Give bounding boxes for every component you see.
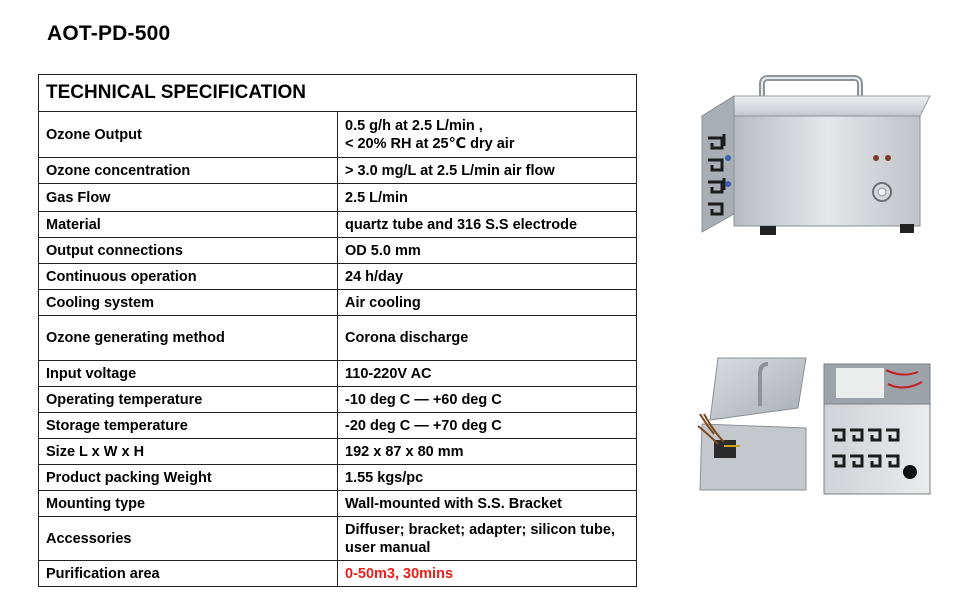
ozone-generator-lid-open-photo (694, 354, 808, 494)
row-value: Corona discharge (338, 316, 637, 361)
row-label: Material (39, 212, 338, 238)
row-label: Continuous operation (39, 264, 338, 290)
row-value: 110-220V AC (338, 361, 637, 387)
table-row (39, 290, 637, 316)
ozone-generator-side-photo (822, 358, 938, 496)
row-label: Accessories (39, 517, 338, 561)
row-label: Input voltage (39, 361, 338, 387)
page-title: AOT-PD-500 (47, 22, 171, 45)
row-value-line: < 20% RH at 25℃ dry air (345, 135, 515, 152)
row-label: Ozone concentration (39, 158, 338, 184)
table-row (39, 158, 637, 184)
table-row (39, 238, 637, 264)
row-label: Ozone generating method (39, 316, 338, 361)
spec-heading: TECHNICAL SPECIFICATION (39, 75, 637, 112)
table-row (39, 264, 637, 290)
row-value: 24 h/day (338, 264, 637, 290)
row-value: 2.5 L/min (338, 184, 637, 212)
row-label: Operating temperature (39, 387, 338, 413)
table-row (39, 361, 637, 387)
row-value (338, 112, 637, 158)
row-label: Cooling system (39, 290, 338, 316)
table-row (39, 112, 637, 158)
ozone-generator-photo (694, 74, 934, 250)
table-row (39, 387, 637, 413)
row-value: Air cooling (338, 290, 637, 316)
row-value: 1.55 kgs/pc (338, 465, 637, 491)
row-label: Ozone Output (39, 112, 338, 158)
row-value: > 3.0 mg/L at 2.5 L/min air flow (338, 158, 637, 184)
row-value: -10 deg C — +60 deg C (338, 387, 637, 413)
table-row (39, 439, 637, 465)
row-label: Storage temperature (39, 413, 338, 439)
table-row (39, 212, 637, 238)
row-value: Diffuser; bracket; adapter; silicon tube, user manual (338, 517, 637, 561)
row-label: Product packing Weight (39, 465, 338, 491)
row-value: -20 deg C — +70 deg C (338, 413, 637, 439)
row-value: quartz tube and 316 S.S electrode (338, 212, 637, 238)
row-value: 192 x 87 x 80 mm (338, 439, 637, 465)
spec-table (38, 74, 637, 587)
row-value: Wall-mounted with S.S. Bracket (338, 491, 637, 517)
table-row (39, 517, 637, 561)
table-row (39, 184, 637, 212)
row-label: Size L x W x H (39, 439, 338, 465)
row-label: Gas Flow (39, 184, 338, 212)
row-label: Mounting type (39, 491, 338, 517)
table-row (39, 316, 637, 361)
spec-table-header (39, 75, 637, 112)
row-value-line: 0.5 g/h at 2.5 L/min , (345, 117, 483, 134)
row-value: OD 5.0 mm (338, 238, 637, 264)
table-row (39, 465, 637, 491)
table-row (39, 491, 637, 517)
row-label: Purification area (39, 561, 338, 587)
table-row (39, 413, 637, 439)
table-row (39, 561, 637, 587)
row-value-highlight: 0-50m3, 30mins (338, 561, 637, 587)
row-label: Output connections (39, 238, 338, 264)
